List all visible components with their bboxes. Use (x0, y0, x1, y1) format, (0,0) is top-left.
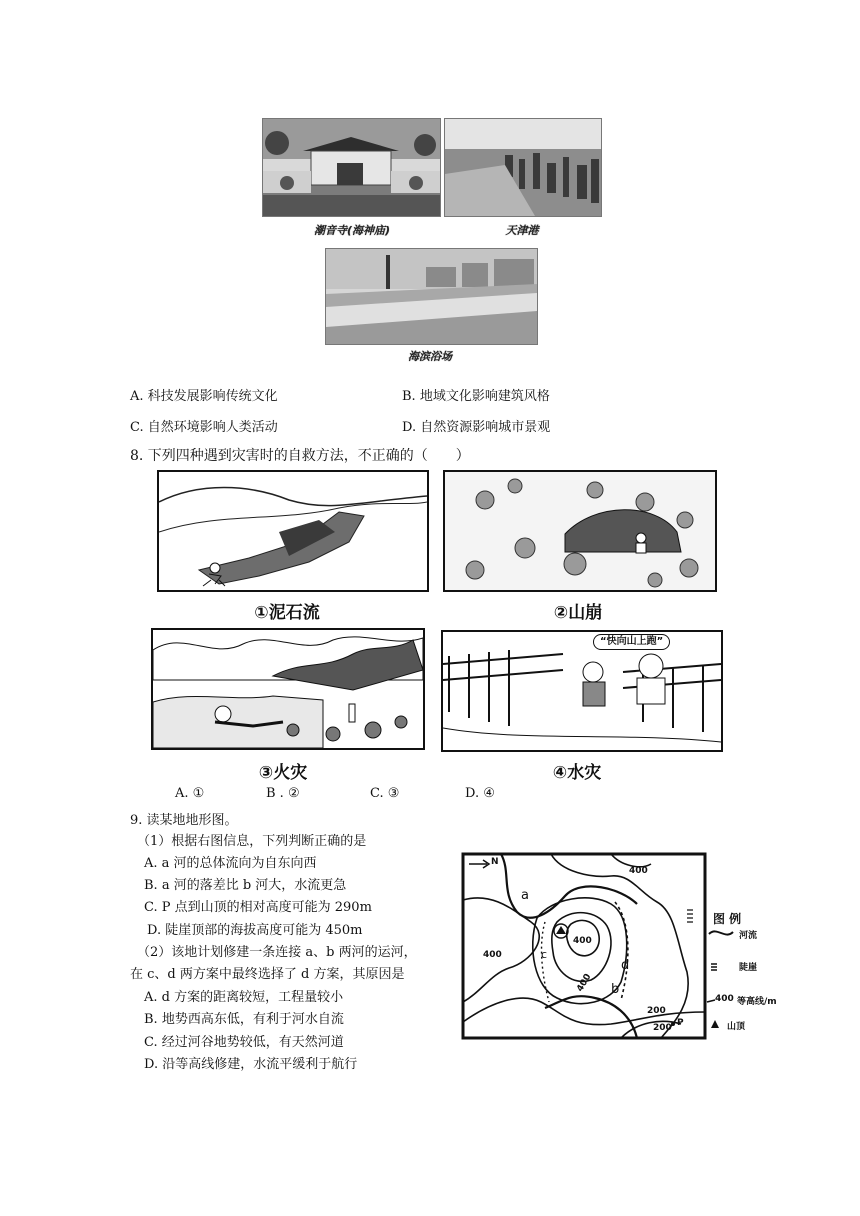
mudflow-label: ①泥石流 (254, 603, 320, 623)
contour-label-400-center: 400 (573, 936, 592, 946)
q9-sub1: （1）根据右图信息，下列判断正确的是 (137, 834, 367, 849)
fire-panel (151, 628, 425, 750)
speech-bubble: “快向山上跑” (593, 634, 670, 650)
q8-stem: 8. 下列四种遇到灾害时的自救方法，不正确的（ ） (130, 448, 470, 464)
legend-river-label: 河流 (739, 931, 758, 941)
q9-sub2-line2: 在 c、d 两方案中最终选择了 d 方案，其原因是 (130, 967, 405, 982)
fire-label: ③火灾 (258, 763, 308, 783)
q7-option-c[interactable]: C. 自然环境影响人类活动 (130, 420, 278, 435)
q8-option-d[interactable]: D. ④ (465, 786, 495, 801)
map-letter-c: c (541, 948, 548, 961)
q9-stem: 9. 读某地地形图。 (130, 813, 238, 828)
temple-caption: 潮音寺(海神庙) (313, 224, 391, 237)
legend-contour-label: 等高线/m (737, 997, 777, 1007)
legend-contour-line (707, 1000, 715, 1002)
legend-cliff-symbol (711, 964, 717, 970)
map-letter-d: d (621, 958, 630, 973)
map-north-label: N (491, 857, 499, 867)
contour-label-400-left: 400 (483, 950, 502, 960)
flood-panel (441, 630, 723, 752)
q9-sub1-option-a[interactable]: A. a 河的总体流向为自东向西 (144, 856, 317, 871)
q7-option-b[interactable]: B. 地域文化影响建筑风格 (402, 389, 550, 404)
legend-title: 图 例 (713, 912, 742, 926)
legend-peak-label: 山顶 (727, 1022, 746, 1032)
contour-label-200-b: 200 (653, 1023, 672, 1033)
landslide-label: ②山崩 (553, 603, 603, 623)
q9-sub2-line1: （2）该地计划修建一条连接 a、b 两河的运河， (137, 945, 417, 960)
legend-river-line (709, 931, 733, 934)
beach-photo (325, 248, 538, 345)
contour-label-400-top: 400 (629, 866, 648, 876)
q9-sub2-option-d[interactable]: D. 沿等高线修建，水流平缓利于航行 (144, 1057, 358, 1072)
mudflow-panel (157, 470, 429, 592)
q9-sub1-option-b[interactable]: B. a 河的落差比 b 河大，水流更急 (144, 878, 347, 893)
q8-option-b[interactable]: B . ② (266, 786, 300, 801)
q9-sub1-option-d[interactable]: D. 陡崖顶部的海拔高度可能为 450m (147, 923, 363, 938)
beach-caption: 海滨浴场 (408, 350, 452, 363)
port-caption: 天津港 (505, 224, 539, 237)
map-legend (707, 931, 733, 1028)
flood-label: ④水灾 (552, 763, 602, 783)
q7-option-a[interactable]: A. 科技发展影响传统文化 (130, 389, 278, 404)
contour-label-400-inner: 400 (575, 972, 594, 994)
topographic-map (461, 852, 791, 1040)
q9-sub2-option-c[interactable]: C. 经过河谷地势较低，有天然河道 (144, 1035, 344, 1050)
map-letter-a: a (521, 888, 529, 903)
port-photo (444, 118, 602, 217)
map-letter-p: P (677, 1018, 684, 1028)
map-letter-b: b (611, 982, 620, 997)
landslide-panel (443, 470, 717, 592)
legend-peak-symbol (711, 1020, 719, 1028)
contour-label-200-a: 200 (647, 1006, 666, 1016)
q9-sub2-option-b[interactable]: B. 地势西高东低，有利于河水自流 (144, 1012, 344, 1027)
temple-photo (262, 118, 441, 217)
legend-cliff-label: 陡崖 (739, 963, 758, 973)
q8-option-c[interactable]: C. ③ (370, 786, 400, 801)
q9-sub2-option-a[interactable]: A. d 方案的距离较短，工程量较小 (144, 990, 344, 1005)
legend-contour-value: 400 (715, 994, 734, 1004)
q7-option-d[interactable]: D. 自然资源影响城市景观 (402, 420, 551, 435)
q9-sub1-option-c[interactable]: C. P 点到山顶的相对高度可能为 290m (144, 900, 372, 915)
q8-option-a[interactable]: A. ① (175, 786, 205, 801)
